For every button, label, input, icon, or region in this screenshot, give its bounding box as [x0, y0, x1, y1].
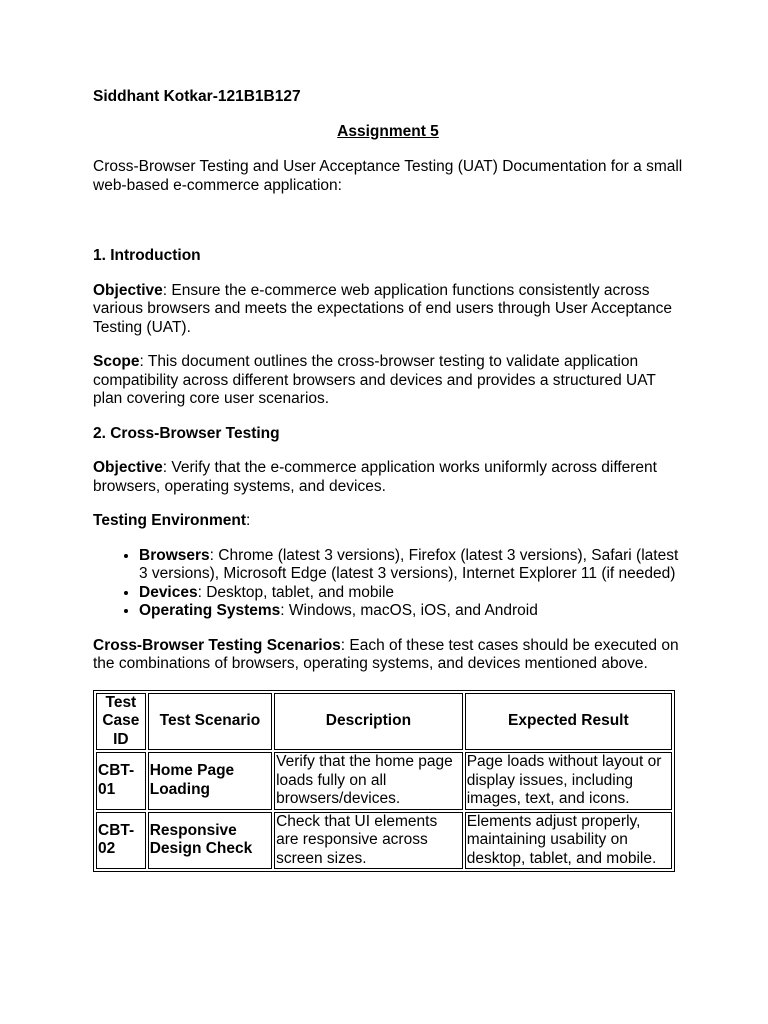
scenarios-text: : Each of these test cases should be executed on the combinations of browsers, operating systems, and devices mentioned above. [93, 636, 679, 672]
table-header-row [96, 693, 672, 751]
list-item [139, 584, 683, 603]
testing-environment-label: Testing Environment [93, 512, 247, 529]
browsers-label: Browsers [139, 546, 210, 564]
cell-test-scenario: Home Page Loading [148, 752, 272, 810]
list-item [139, 547, 683, 584]
os-text: : Windows, macOS, iOS, and Android [280, 602, 538, 619]
test-case-table [93, 690, 675, 873]
column-header-description: Description [274, 693, 463, 751]
devices-label: Devices [139, 583, 198, 601]
cell-test-scenario: Responsive Design Check [148, 812, 272, 870]
document-page [93, 88, 683, 872]
environment-list [93, 547, 683, 621]
testing-environment-colon: : [246, 512, 251, 529]
table-row [96, 752, 672, 810]
os-label: Operating Systems [139, 602, 281, 619]
cell-test-case-id: CBT-02 [96, 812, 146, 870]
testing-environment-paragraph [93, 512, 683, 531]
author-line: Siddhant Kotkar-121B1B127 [93, 88, 301, 105]
section-heading-cross-browser: 2. Cross-Browser Testing [93, 424, 280, 442]
cell-description: Check that UI elements are responsive across screen sizes. [274, 812, 463, 870]
intro-paragraph: Cross-Browser Testing and User Acceptance Testing (UAT) Documentation for a small web-based e-commerce application: [93, 158, 683, 194]
cbt-objective-text: : Verify that the e-commerce application works uniformly across different browsers, operating systems, and devices. [93, 459, 657, 495]
scenarios-paragraph [93, 637, 683, 674]
cbt-objective-paragraph [93, 459, 683, 496]
table-row [96, 812, 672, 870]
column-header-expected-result: Expected Result [465, 693, 672, 751]
list-item [139, 602, 683, 621]
scope-label: Scope [93, 353, 140, 370]
objective-paragraph [93, 282, 683, 338]
section-heading-introduction: 1. Introduction [93, 247, 201, 264]
objective-text: : Ensure the e-commerce web application functions consistently across various browsers and meets the expectations of end users through User Acceptance Testing (UAT). [93, 281, 672, 336]
objective-label: Objective [93, 281, 163, 299]
browsers-text: : Chrome (latest 3 versions), Firefox (latest 3 versions), Safari (latest 3 versions), Microsoft Edge (latest 3 versions), Internet Explorer 11 (if needed) [139, 546, 679, 582]
cell-test-case-id: CBT-01 [96, 752, 146, 810]
scenarios-label: Cross-Browser Testing Scenarios [93, 636, 341, 654]
cbt-objective-label: Objective [93, 459, 163, 476]
scope-paragraph [93, 353, 683, 409]
document-title: Assignment 5 [337, 122, 439, 140]
devices-text: : Desktop, tablet, and mobile [197, 583, 395, 601]
cell-expected-result: Elements adjust properly, maintaining usability on desktop, tablet, and mobile. [465, 812, 672, 870]
column-header-test-case-id: Test Case ID [96, 693, 146, 751]
scope-text: : This document outlines the cross-browser testing to validate application compatibility across different browsers and devices and provides a structured UAT plan covering core user scenarios. [93, 353, 656, 407]
column-header-test-scenario: Test Scenario [148, 693, 272, 751]
cell-description: Verify that the home page loads fully on all browsers/devices. [274, 752, 463, 810]
cell-expected-result: Page loads without layout or display issues, including images, text, and icons. [465, 752, 672, 810]
